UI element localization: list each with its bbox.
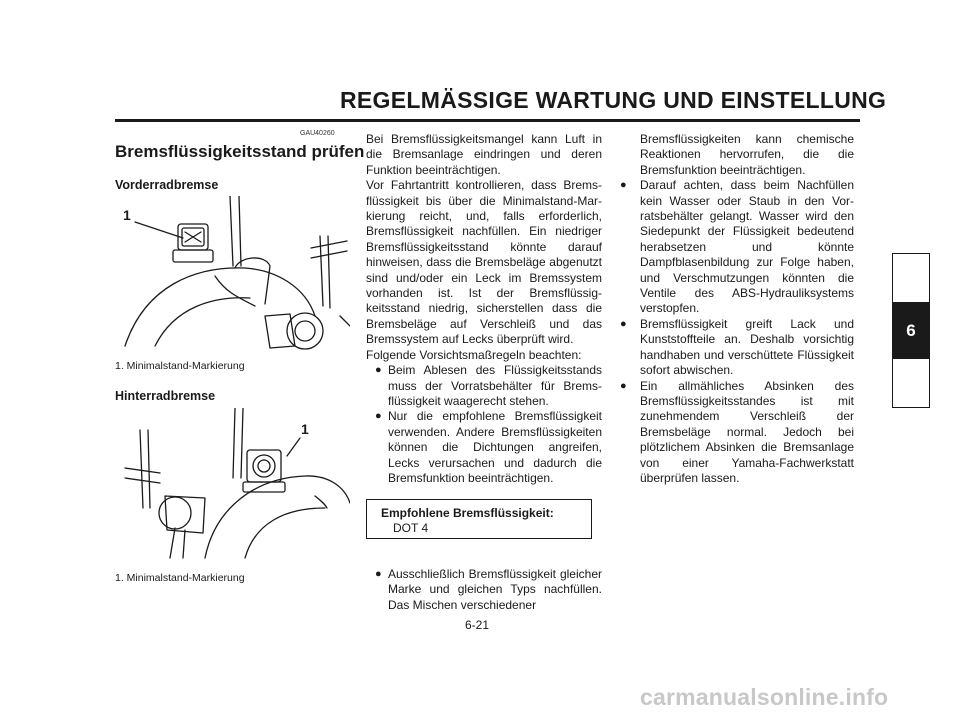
column-right [618,132,854,486]
bullet-text: Bremsflüssigkeit greift Lack und Kunststoffteile an. Deshalb vorsichtig handhaben und verschüttete Flüssigkeit sofort abwischen. [640,316,854,378]
rear-brake-illustration [115,408,350,564]
column-middle-bottom [366,567,602,613]
bullet-text: Ein allmähliches Absinken des Bremsflüssigkeitsstandes ist mit zunehmendem Verschleiß der Bremsbeläge normal. Jedoch bei plötzlichem Absinken die Bremsanlage von einer Yamaha-Fachwerkstatt überprüfen lassen. [640,378,854,485]
front-brake-subhead: Vorderradbremse [115,178,219,192]
bullet-item [618,379,854,487]
paragraph-precautions: Folgende Vorsichtsmaßregeln beachten: [366,347,582,362]
page-number: 6-21 [465,618,490,632]
page-header-title: REGELMÄSSIGE WARTUNG UND EINSTELLUNG [340,87,887,113]
front-callout-number: 1 [123,207,131,223]
bullet-icon: ● [375,568,382,580]
bullet-icon: ● [375,364,382,377]
column-middle [366,132,602,486]
bullet-text: Darauf achten, dass beim Nachfüllen kein Wasser oder Staub in den Vorratsbehälter gelangt. Wasser wird den Siedepunkt der Flüssigkeit bedeutend herabsetzen und könnte Dampfblasenbildung zur Folge haben, und Verschmutzungen könnten die Ventile des ABS-Hydrauliksystems verstopfen. [640,178,854,316]
recommended-fluid-value: DOT 4 [393,521,429,535]
chapter-tab-active: 6 [892,303,930,358]
front-caption: 1. Minimalstand-Markierung [115,360,245,372]
bullet-icon: ● [620,179,627,192]
rear-brake-drawing [115,408,350,564]
bullet-item [366,409,602,486]
bullet-item [618,317,854,379]
header-rule [115,119,860,122]
recommended-fluid-box [366,499,592,539]
bullet-icon: ● [620,317,627,330]
bullet-text: Beim Ablesen des Flüssigkeitsstands muss der Vorratsbehälter für Bremsflüssigkeit waagerecht stehen. [388,363,602,408]
watermark: carmanualsonline.info [640,684,889,710]
rear-caption: 1. Minimalstand-Markierung [115,572,245,584]
rear-callout-number: 1 [301,421,309,437]
section-title: Bremsflüssigkeitsstand prüfen [115,142,365,161]
chapter-tab-below [892,358,930,408]
bullet-item [366,567,602,613]
front-brake-drawing [115,196,350,352]
bullet-item [366,363,602,409]
bullet-text: Ausschließlich Bremsflüssigkeit gleicher Marke und gleichen Typs nachfüllen. Das Mischen verschiedener [388,567,602,612]
recommended-fluid-label: Empfohlene Bremsflüssigkeit: [381,506,554,520]
bullet-text: Nur die empfohlene Bremsflüssigkeit verwenden. Andere Bremsflüssigkeiten können die Dichtungen angreifen, Lecks verursachen und dadurch die Bremsfunktion beeinträchtigen. [388,409,602,485]
paragraph-check: Vor Fahrtantritt kontrollieren, dass Bremsflüssigkeit bis über die Minimalstand-Markierung reicht, und, falls erforderlich, Bremsflüssigkeit nachfüllen. Ein niedriger Bremsflüssigkeitsstand könnte darauf hinweisen, dass die Bremsbeläge abgenutzt sind und/oder ein Leck im Bremssystem vorhanden ist. Ist der Bremsflüssigkeitsstand niedrig, sicherstellen dass die Bremsbeläge auf Verschleiß und das Bremssystem auf Lecks überprüft wird. [366,178,602,347]
reference-code: GAU40260 [300,130,335,137]
rear-brake-subhead: Hinterradbremse [115,389,216,403]
paragraph-intro: Bei Bremsflüssigkeitsmangel kann Luft in die Bremsanlage eindringen und deren Funktion beeinträchtigen. [366,132,602,177]
bullet-icon: ● [375,410,382,423]
bullet-item [618,178,854,317]
front-brake-illustration [115,196,350,352]
bullet-icon: ● [620,379,627,392]
chapter-tab-above [892,253,930,303]
continued-text: Bremsflüssigkeiten kann chemische Reaktionen hervorrufen, die die Bremsfunktion beeinträchtigen. [640,132,854,177]
